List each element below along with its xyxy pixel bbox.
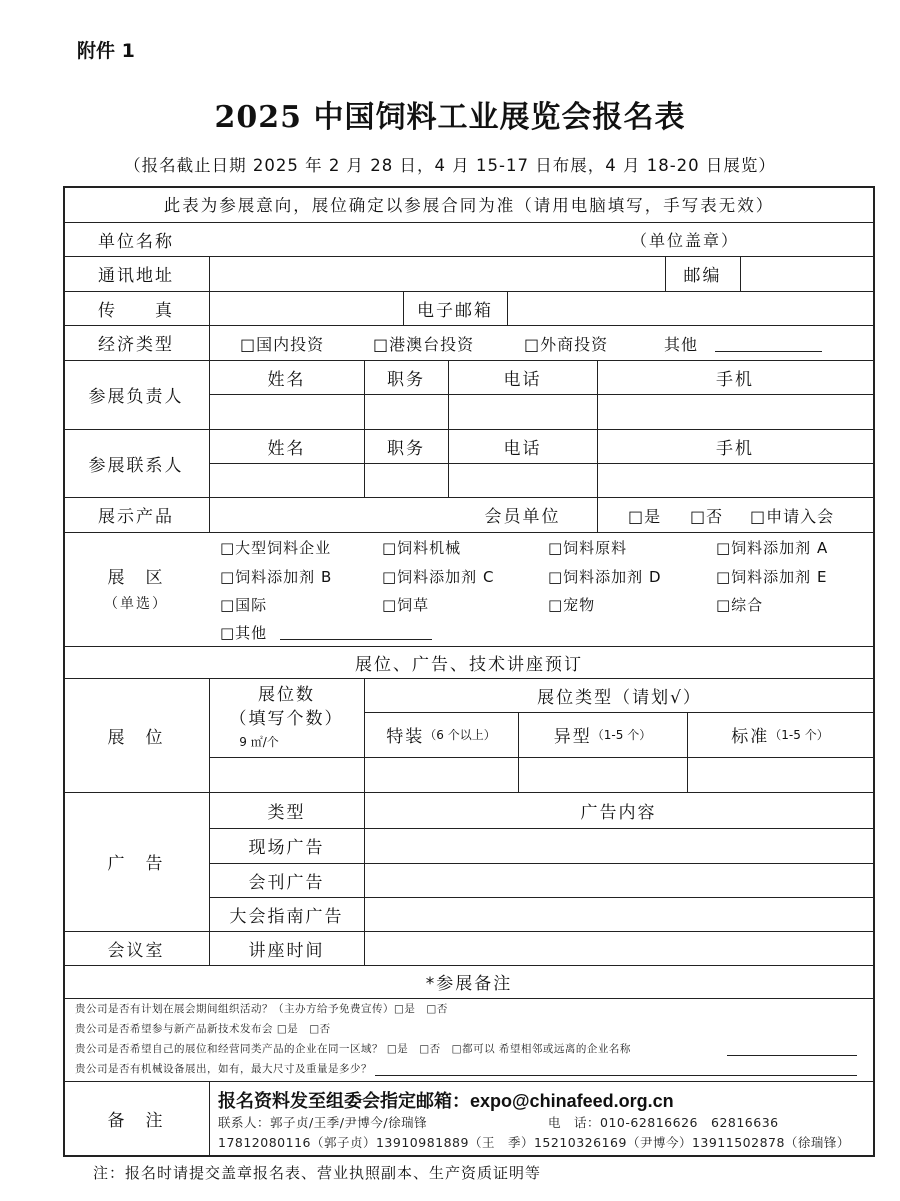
email-field[interactable]: [508, 291, 873, 325]
contact-title-header: 职务: [387, 438, 425, 459]
economy-type-label: 经济类型: [98, 335, 174, 355]
contact-title-field[interactable]: [365, 464, 448, 497]
booth-type-irregular: 异型 （1-5 个）: [553, 727, 652, 747]
zone-feed-additive-c-checkbox[interactable]: □饲料添加剂 C: [382, 568, 495, 586]
products-label: 展示产品: [98, 507, 174, 527]
form-subtitle: （报名截止日期 2025 年 2 月 28 日，4 月 15-17 日布展，4 月 18-20 日展览）: [124, 156, 776, 175]
booth-special-field[interactable]: [365, 758, 518, 792]
economy-other-field[interactable]: [715, 351, 822, 352]
booth-label: 展 位: [107, 727, 165, 748]
zone-forage-checkbox[interactable]: □饲草: [382, 596, 430, 614]
remarks-header: *参展备注: [425, 974, 513, 994]
ads-guide-label: 大会指南广告: [229, 906, 344, 927]
fax-field[interactable]: [210, 291, 403, 325]
member-apply-checkbox[interactable]: □申请入会: [750, 507, 835, 526]
manager-label: 参展负责人: [88, 387, 184, 407]
attachment-label: 附件 1: [77, 40, 135, 62]
contact-phone-header: 电话: [503, 438, 542, 459]
footer-note: 注：报名时请提交盖章报名表、营业执照副本、生产资质证明等: [93, 1164, 542, 1182]
manager-name-header: 姓名: [267, 369, 306, 390]
remark-question-event: 贵公司是否有计划在展会期间组织活动？（主办方给予免费宣传）□是 □否: [75, 1003, 448, 1015]
address-field[interactable]: [210, 256, 665, 291]
address-label: 通讯地址: [98, 266, 174, 286]
remark-area-company-field[interactable]: [727, 1055, 857, 1056]
zone-pet-checkbox[interactable]: □宠物: [548, 596, 596, 614]
member-no-checkbox[interactable]: □否: [690, 507, 724, 526]
hline: [63, 998, 875, 999]
company-seal-label: （单位盖章）: [630, 230, 739, 250]
contact-name-header: 姓名: [267, 438, 306, 459]
ads-content-header: 广告内容: [580, 802, 657, 823]
zone-other-checkbox[interactable]: □其他: [220, 624, 268, 642]
zone-feed-additive-a-checkbox[interactable]: □饲料添加剂 A: [716, 539, 829, 557]
ads-label: 广 告: [107, 854, 165, 874]
booth-type-standard: 标准 （1-5 个）: [731, 727, 829, 747]
postcode-label: 邮编: [683, 266, 722, 286]
lecture-time-field[interactable]: [365, 932, 873, 965]
booth-irregular-field[interactable]: [519, 758, 687, 792]
manager-mobile-header: 手机: [716, 369, 754, 390]
contact-mobile-header: 手机: [716, 438, 754, 459]
zone-international-checkbox[interactable]: □国际: [220, 596, 268, 614]
ads-catalog-label: 会刊广告: [248, 872, 325, 893]
economy-domestic-checkbox[interactable]: □国内投资: [240, 335, 325, 354]
booth-type-title: 展位类型（请划√）: [537, 687, 702, 708]
member-label: 会员单位: [484, 507, 561, 527]
form-notice: 此表为参展意向，展位确定以参展合同为准（请用电脑填写，手写表无效）: [163, 196, 775, 215]
ads-onsite-label: 现场广告: [248, 838, 325, 858]
email-label: 电子邮箱: [417, 300, 493, 321]
zone-large-feed-enterprise-checkbox[interactable]: □大型饲料企业: [220, 539, 332, 557]
vline: [209, 1081, 210, 1156]
economy-other-label: 其他: [664, 335, 699, 354]
form-title: 2025 中国饲料工业展览会报名表: [214, 100, 686, 135]
zone-comprehensive-checkbox[interactable]: □综合: [716, 596, 764, 614]
booth-type-special: 特装 （6 个以上）: [386, 727, 496, 747]
economy-hkmt-checkbox[interactable]: □港澳台投资: [373, 335, 475, 354]
manager-phone-header: 电话: [503, 369, 542, 390]
member-yes-checkbox[interactable]: □是: [628, 507, 662, 526]
remark-question-machinery: 贵公司是否有机械设备展出，如有，最大尺寸及重量是多少？: [75, 1063, 372, 1075]
contact-label: 参展联系人: [88, 455, 184, 476]
economy-foreign-checkbox[interactable]: □外商投资: [524, 335, 609, 354]
lecture-time-label: 讲座时间: [248, 940, 325, 961]
booth-count-title: 展位数: [258, 684, 315, 705]
contact-phone-field[interactable]: [449, 464, 597, 497]
hline: [63, 532, 875, 533]
contact-persons-line: 联系人：郭子贞/王季/尹博今/徐瑞锋: [218, 1115, 428, 1130]
zone-single-hint: （单选）: [104, 596, 168, 612]
zone-feed-raw-material-checkbox[interactable]: □饲料原料: [548, 539, 628, 557]
zone-feed-additive-d-checkbox[interactable]: □饲料添加剂 D: [548, 568, 662, 586]
zone-feed-additive-b-checkbox[interactable]: □饲料添加剂 B: [220, 568, 333, 586]
products-field[interactable]: [210, 497, 450, 532]
manager-phone-field[interactable]: [449, 395, 597, 429]
remark-question-launch: 贵公司是否希望参与新产品新技术发布会 □是 □否: [75, 1023, 331, 1035]
zone-other-field[interactable]: [280, 639, 432, 640]
zone-label: 展 区: [107, 567, 165, 588]
postcode-field[interactable]: [741, 256, 873, 291]
zone-feed-machinery-checkbox[interactable]: □饲料机械: [382, 539, 462, 557]
contact-mobiles-line: 17812080116（郭子贞）13910981889（王 季）15210326169（尹博今）13911502878（徐瑞锋）: [218, 1135, 850, 1150]
fax-label: 传 真: [98, 300, 174, 321]
ads-onsite-field[interactable]: [365, 829, 873, 863]
notes-label: 备 注: [107, 1111, 165, 1131]
manager-mobile-field[interactable]: [598, 395, 873, 429]
company-name-field[interactable]: [209, 222, 609, 256]
manager-title-field[interactable]: [365, 395, 448, 429]
ads-catalog-field[interactable]: [365, 864, 873, 897]
manager-name-field[interactable]: [210, 395, 364, 429]
zone-feed-additive-e-checkbox[interactable]: □饲料添加剂 E: [716, 568, 828, 586]
booth-count-hint: （填写个数）: [229, 708, 344, 729]
contact-phone-line: 电 话：010-62816626 62816636: [548, 1115, 779, 1130]
booth-count-field[interactable]: [210, 758, 364, 792]
remark-question-area: 贵公司是否希望自己的展位和经营同类产品的企业在同一区域？ □是 □否 □都可以 希望相邻或远离的企业名称: [75, 1043, 631, 1055]
booth-unit: 9 ㎡/个: [239, 734, 279, 749]
ads-type-header: 类型: [267, 802, 306, 823]
meeting-room-label: 会议室: [107, 940, 165, 961]
manager-title-header: 职务: [387, 369, 425, 390]
submission-email-line: 报名资料发至组委会指定邮箱：expo@chinafeed.org.cn: [218, 1091, 674, 1111]
ads-guide-field[interactable]: [365, 898, 873, 931]
contact-name-field[interactable]: [210, 464, 364, 497]
company-name-label: 单位名称: [98, 231, 174, 252]
remark-machinery-field[interactable]: [375, 1075, 857, 1076]
booking-section-header: 展位、广告、技术讲座预订: [355, 654, 583, 675]
contact-mobile-field[interactable]: [598, 464, 873, 497]
booth-standard-field[interactable]: [688, 758, 873, 792]
